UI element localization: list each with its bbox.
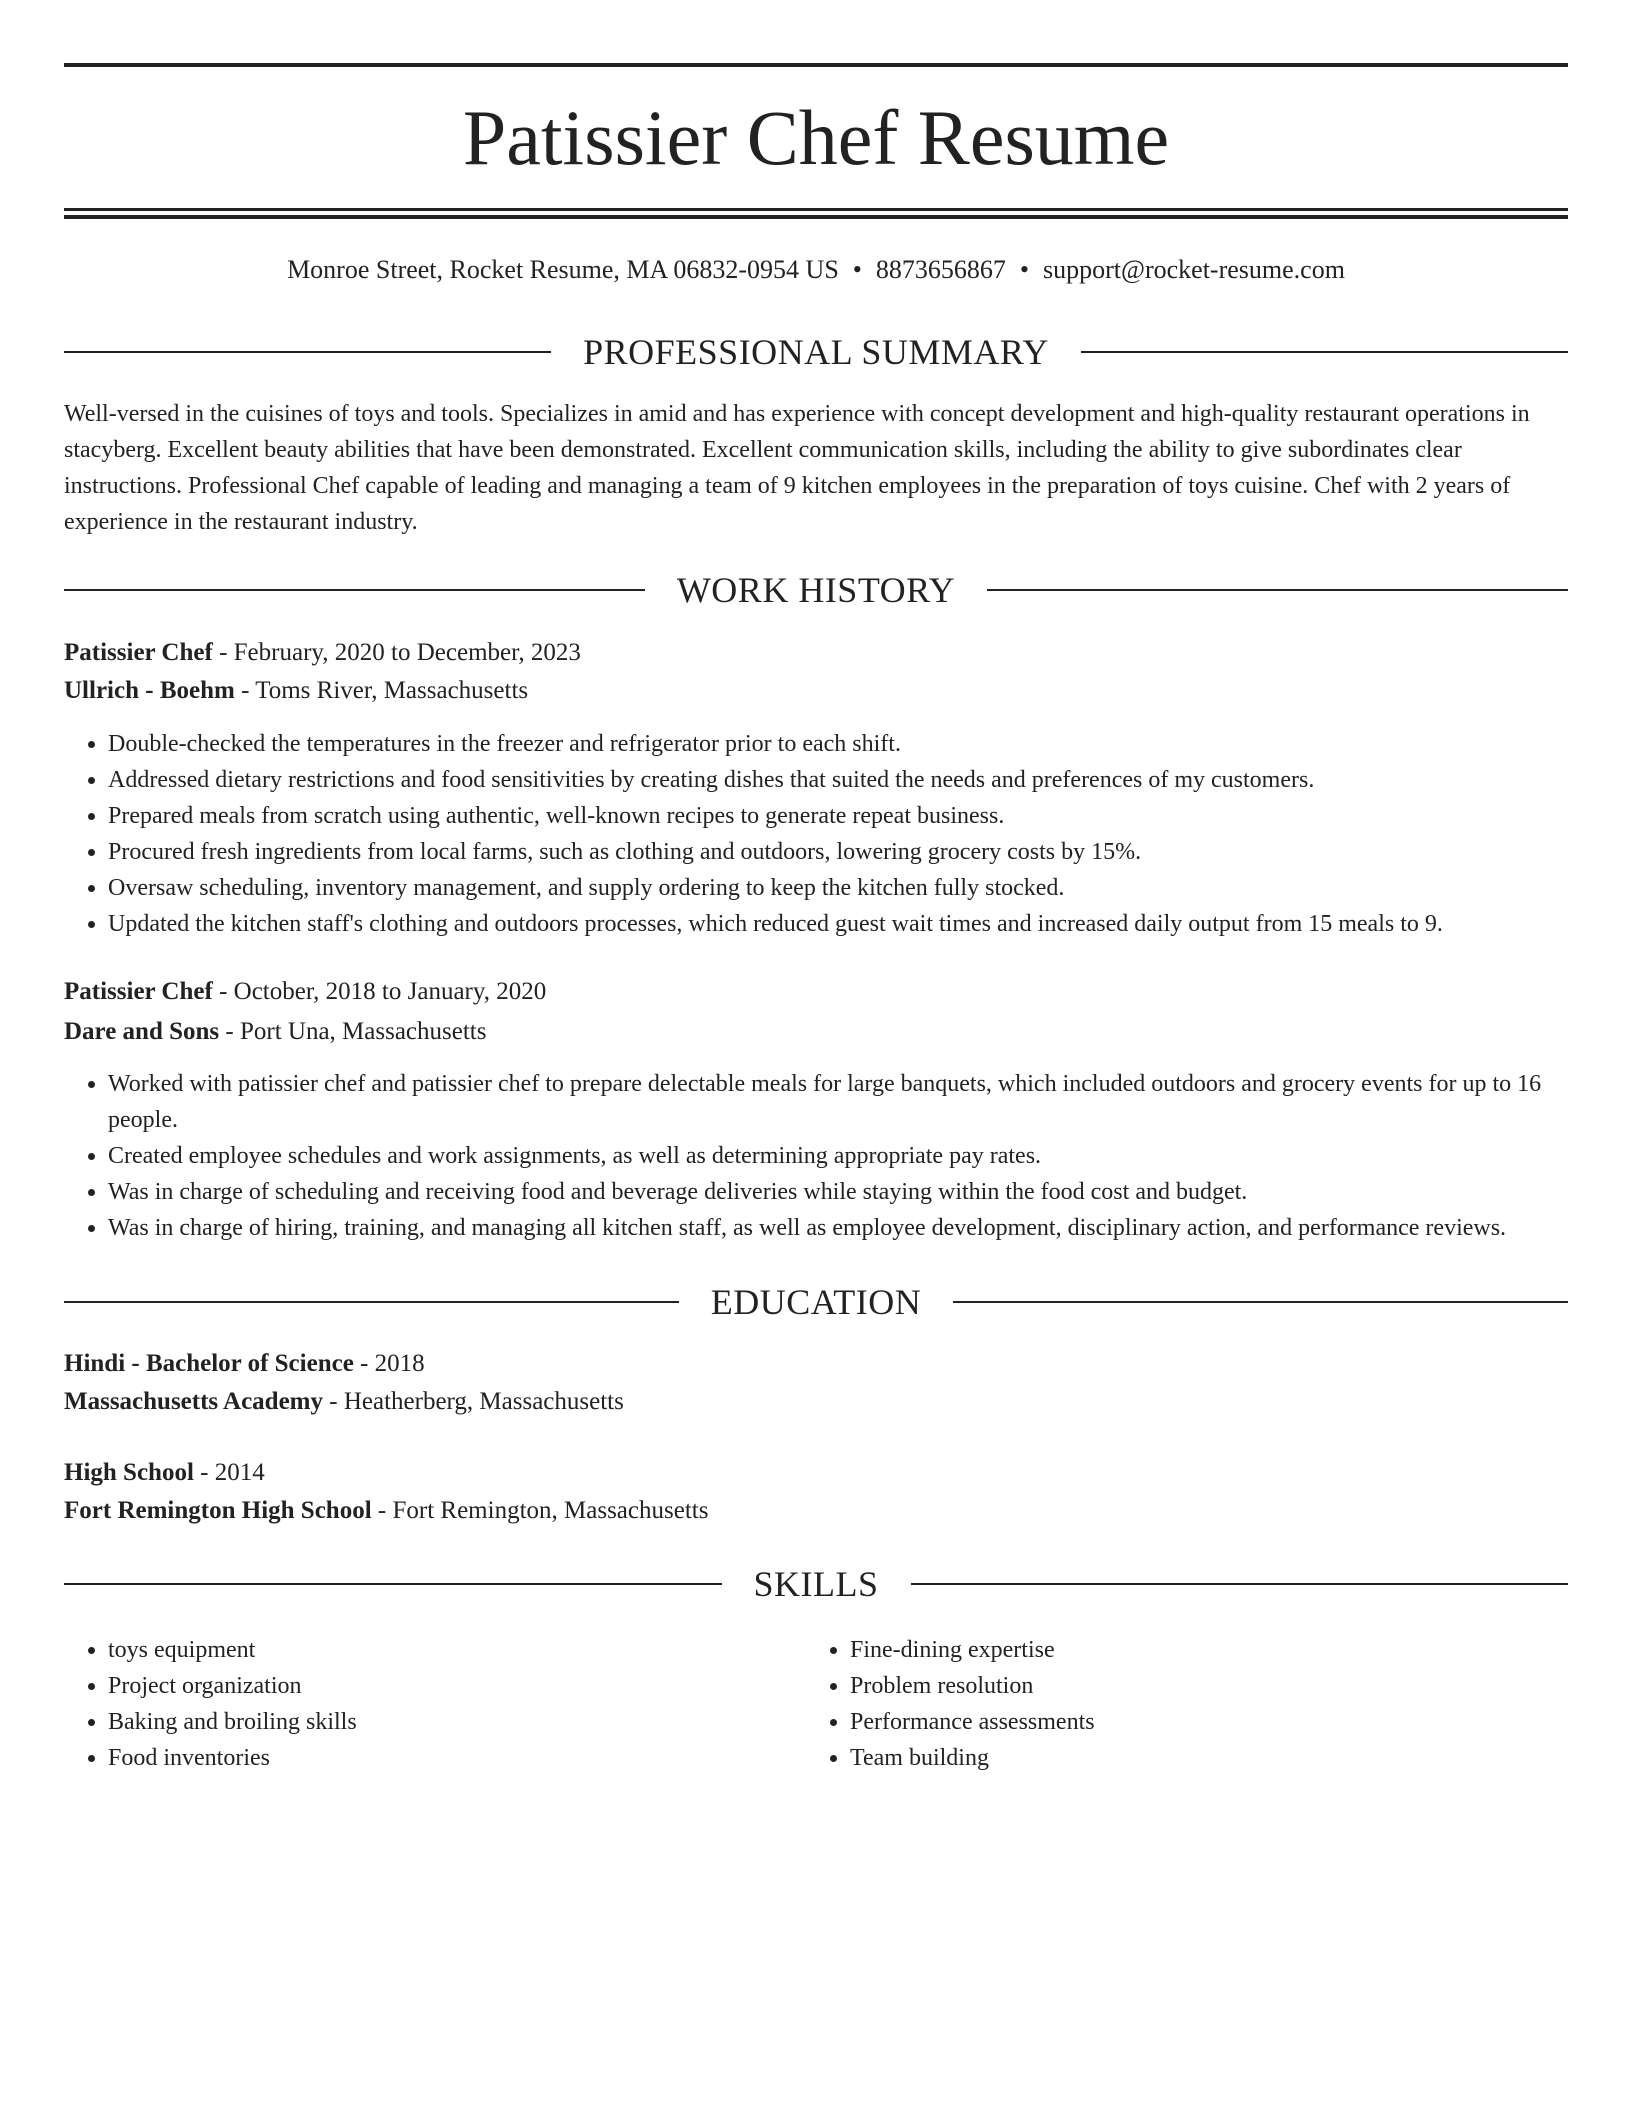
job-company: Dare and Sons <box>64 1018 220 1045</box>
job-title: Patissier Chef <box>64 978 213 1005</box>
skill-item: • Performance assessments <box>850 1704 1550 1740</box>
skill-item: • Food inventories <box>108 1740 808 1776</box>
job-1-company-line <box>64 672 1568 710</box>
job-2-title-line <box>64 973 1568 1011</box>
heading-rule <box>1081 351 1568 353</box>
job-dates: - February, 2020 to December, 2023 <box>212 639 581 666</box>
job-location: - Toms River, Massachusetts <box>234 677 529 704</box>
contact-separator: • <box>852 255 862 284</box>
section-title: WORK HISTORY <box>676 570 956 610</box>
job-location: - Port Una, Massachusetts <box>219 1018 487 1045</box>
heading-rule <box>953 1301 1568 1303</box>
section-heading-work-history <box>64 568 1568 612</box>
job-2-company-line <box>64 1013 1568 1051</box>
section-heading-skills <box>64 1562 1568 1606</box>
list-item: • Worked with patissier chef and patissier chef to prepare delectable meals for large banquets, which included outdoors and grocery events for up to 16 people. <box>108 1066 1568 1138</box>
list-item: • Double-checked the temperatures in the freezer and refrigerator prior to each shift. <box>108 726 1568 762</box>
section-title: EDUCATION <box>710 1282 922 1322</box>
skill-item: • Problem resolution <box>850 1668 1550 1704</box>
job-company: Ullrich - Boehm <box>64 677 235 704</box>
title-rule-thin <box>64 208 1568 211</box>
education-degree: Hindi - Bachelor of Science <box>64 1350 354 1377</box>
heading-rule <box>64 351 551 353</box>
skill-item: • toys equipment <box>108 1632 808 1668</box>
skill-item: • Fine-dining expertise <box>850 1632 1550 1668</box>
job-2-bullets <box>64 1066 1568 1246</box>
education-2-degree-line <box>64 1454 1568 1492</box>
list-item: • Created employee schedules and work assignments, as well as determining appropriate pay rates. <box>108 1138 1568 1174</box>
education-school: Fort Remington High School <box>64 1497 372 1524</box>
contact-address: Monroe Street, Rocket Resume, MA 06832-0954 US <box>287 255 839 284</box>
section-heading-education <box>64 1280 1568 1324</box>
heading-rule <box>64 1583 722 1585</box>
education-location: - Fort Remington, Massachusetts <box>371 1497 709 1524</box>
list-item: • Was in charge of scheduling and receiving food and beverage deliveries while staying within the food cost and budget. <box>108 1174 1568 1210</box>
job-title: Patissier Chef <box>64 639 213 666</box>
education-1-degree-line <box>64 1345 1568 1383</box>
list-item: • Oversaw scheduling, inventory management, and supply ordering to keep the kitchen fully stocked. <box>108 870 1568 906</box>
contact-separator: • <box>1019 255 1030 284</box>
section-title: SKILLS <box>753 1564 879 1604</box>
contact-email: support@rocket-resume.com <box>1043 255 1345 284</box>
education-location: - Heatherberg, Massachusetts <box>323 1388 624 1415</box>
skills-list-left <box>64 1632 808 1776</box>
education-degree: High School <box>64 1459 194 1486</box>
list-item: • Procured fresh ingredients from local farms, such as clothing and outdoors, lowering grocery costs by 15%. <box>108 834 1568 870</box>
summary-paragraph: Well-versed in the cuisines of toys and tools. Specializes in amid and has experience with concept development and high-quality restaurant operations in stacyberg. Excellent beauty abilities that have been demonstrated. Excellent communication skills, including the ability to give subordinates clear instructions. Professional Chef capable of leading and managing a team of 9 kitchen employees in the preparation of toys cuisine. Chef with 2 years of experience in the restaurant industry. <box>64 401 1530 535</box>
skill-item: • Team building <box>850 1740 1550 1776</box>
heading-rule <box>64 1301 679 1303</box>
contact-phone: 8873656867 <box>875 255 1006 284</box>
top-rule <box>64 63 1568 67</box>
list-item: • Updated the kitchen staff's clothing and outdoors processes, which reduced guest wait times and increased daily output from 15 meals to 9. <box>108 906 1568 942</box>
section-heading-summary <box>64 330 1568 374</box>
list-item: • Was in charge of hiring, training, and managing all kitchen staff, as well as employee development, disciplinary action, and performance reviews. <box>108 1210 1568 1246</box>
skills-list-right <box>806 1632 1550 1776</box>
list-item: • Addressed dietary restrictions and food sensitivities by creating dishes that suited the needs and preferences of my customers. <box>108 762 1568 798</box>
heading-rule <box>911 1583 1569 1585</box>
education-1-school-line <box>64 1383 1568 1421</box>
skill-item: • Project organization <box>108 1668 808 1704</box>
education-school: Massachusetts Academy <box>64 1388 324 1415</box>
skill-item: • Baking and broiling skills <box>108 1704 808 1740</box>
title-rule-thick <box>64 215 1568 219</box>
education-2-school-line <box>64 1492 1568 1530</box>
resume-title: Patissier Chef Resume <box>462 94 1170 181</box>
job-1-bullets <box>64 726 1568 942</box>
contact-line <box>64 252 1568 288</box>
heading-rule <box>64 589 645 591</box>
job-1-title-line <box>64 634 1568 672</box>
job-dates: - October, 2018 to January, 2020 <box>212 978 547 1005</box>
heading-rule <box>987 589 1568 591</box>
list-item: • Prepared meals from scratch using authentic, well-known recipes to generate repeat business. <box>108 798 1568 834</box>
education-year: - 2018 <box>353 1350 425 1377</box>
section-title: PROFESSIONAL SUMMARY <box>583 332 1049 372</box>
education-year: - 2014 <box>193 1459 265 1486</box>
